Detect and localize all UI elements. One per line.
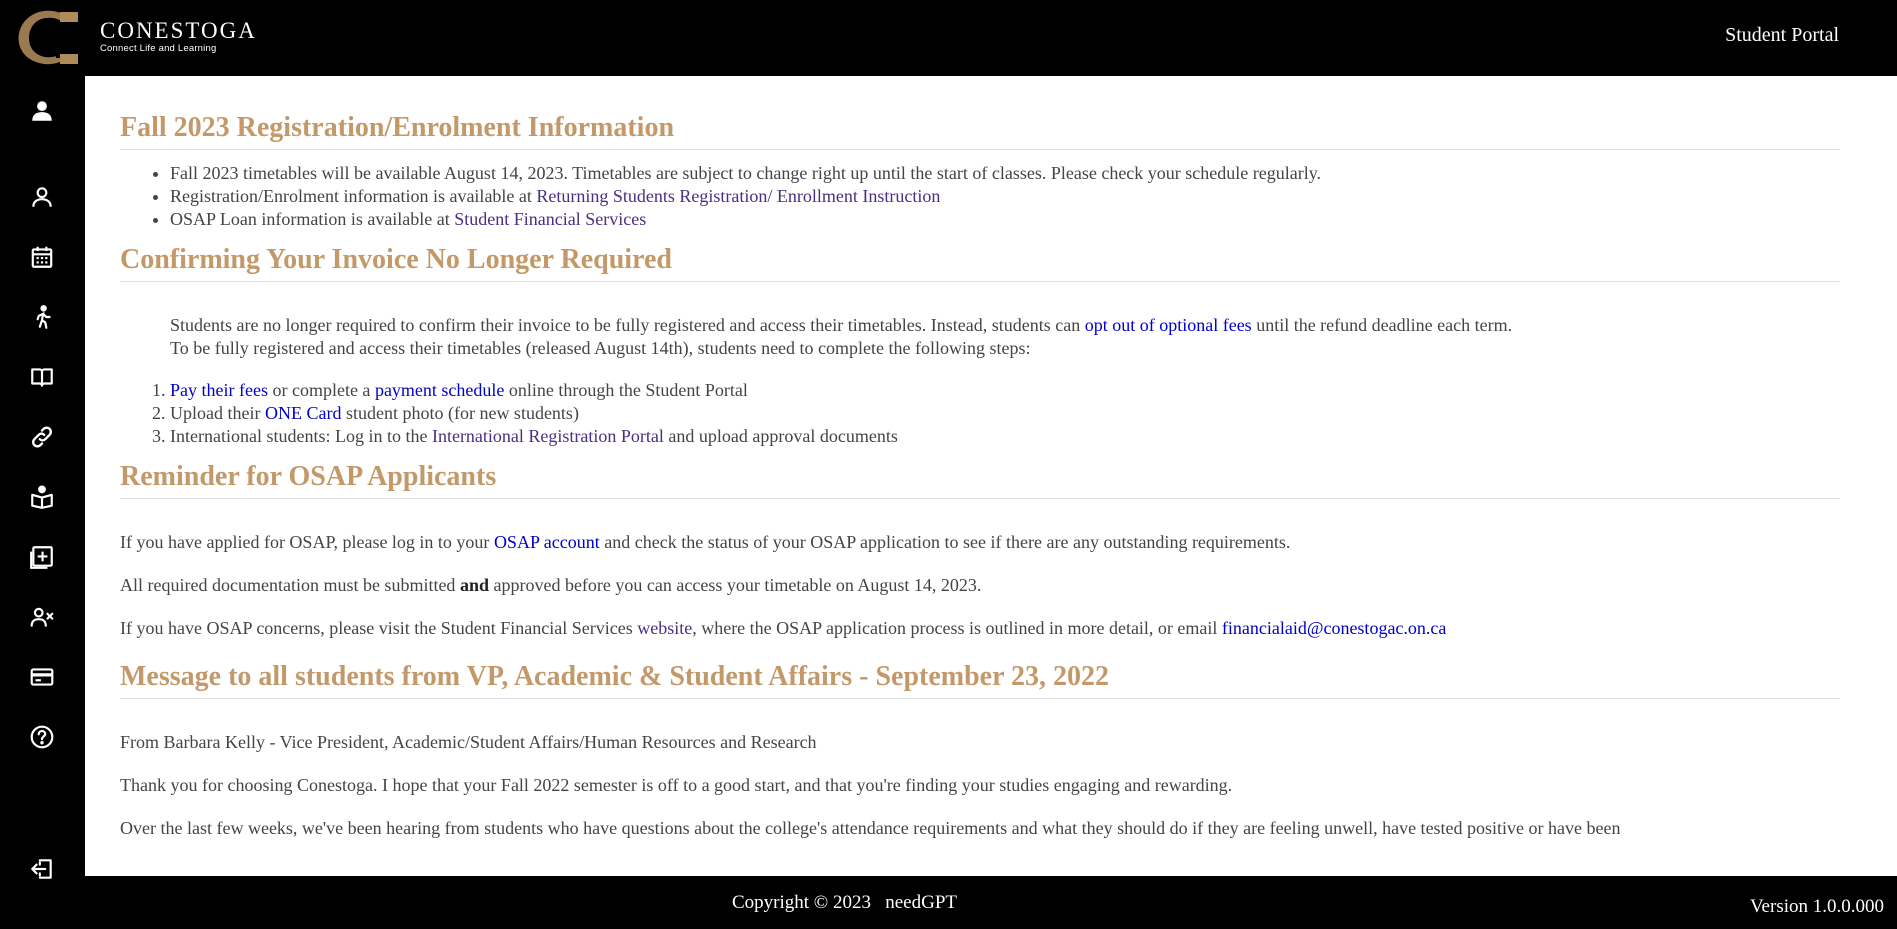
logo-text — [100, 19, 257, 55]
list-item-text: Fall 2023 timetables will be available August 14, 2023. Timetables are subject to change right up until the start of classes. Please check your schedule regularly. — [170, 163, 1322, 183]
fall-list — [170, 158, 1840, 231]
help-icon[interactable] — [29, 724, 55, 750]
text: Students are no longer required to confirm their invoice to be fully registered and access their timetables. Instead, students can — [170, 315, 1085, 335]
bold-text: and — [459, 575, 489, 595]
returning-students-registration-link[interactable]: Returning Students Registration/ Enrollment Instruction — [536, 186, 941, 206]
section-title: Confirming Your Invoice No Longer Required — [120, 243, 1840, 282]
section-invoice — [120, 243, 1840, 448]
user-remove-icon[interactable] — [29, 604, 55, 630]
international-registration-portal-link[interactable]: International Registration Portal — [431, 426, 664, 446]
osap-account-link[interactable]: OSAP account — [493, 532, 600, 552]
website-link[interactable]: website — [637, 618, 693, 638]
reader-icon[interactable] — [29, 484, 55, 510]
list-item — [170, 402, 1840, 425]
invoice-steps — [170, 379, 1840, 448]
osap-paragraph-1 — [120, 513, 1840, 554]
conestoga-logo[interactable] — [14, 8, 257, 66]
pay-fees-link[interactable]: Pay their fees — [170, 380, 268, 400]
section-title: Message to all students from VP, Academic & Student Affairs - September 23, 2022 — [120, 660, 1840, 699]
list-item — [170, 379, 1840, 402]
logo-name: CONESTOGA — [100, 18, 257, 43]
text: approved before you can access your timetable on August 14, 2023. — [488, 575, 982, 595]
text: If you have applied for OSAP, please log in to your — [120, 532, 494, 552]
text: until the refund deadline each term. — [1251, 315, 1513, 335]
list-item — [170, 208, 1840, 231]
financialaid-email-link[interactable]: financialaid@conestogac.on.ca — [1221, 618, 1447, 638]
section-osap — [120, 460, 1840, 640]
one-card-link[interactable]: ONE Card — [264, 403, 342, 423]
list-item — [170, 185, 1840, 208]
version-text: Version 1.0.0.000 — [1749, 896, 1884, 917]
sidebar — [0, 76, 85, 876]
text: All required documentation must be submitted — [120, 575, 460, 595]
opt-out-fees-link[interactable]: opt out of optional fees — [1084, 315, 1252, 335]
list-item-text: Registration/Enrolment information is available at — [170, 186, 537, 206]
text: , where the OSAP application process is outlined in more detail, or email — [692, 618, 1222, 638]
logout-icon[interactable] — [29, 856, 55, 882]
portal-title: Student Portal — [1725, 24, 1839, 46]
book-icon[interactable] — [29, 364, 55, 390]
credit-card-icon[interactable] — [29, 664, 55, 690]
main-content[interactable] — [85, 76, 1897, 876]
list-item — [170, 162, 1840, 185]
text: If you have OSAP concerns, please visit the Student Financial Services — [120, 618, 638, 638]
osap-paragraph-2 — [120, 574, 1840, 597]
user-icon[interactable] — [29, 184, 55, 210]
conestoga-c-logo-icon — [14, 8, 80, 66]
logo-tagline: Connect Life and Learning — [100, 43, 217, 54]
section-vp-message — [120, 660, 1840, 840]
text: and check the status of your OSAP application to see if there are any outstanding requirements. — [599, 532, 1291, 552]
message-paragraph-3: Over the last few weeks, we've been hearing from students who have questions about the college's attendance requirements and what they should do if they are feeling unwell, have tested positive or have been — [120, 818, 1621, 838]
payment-schedule-link[interactable]: payment schedule — [374, 380, 505, 400]
section-title: Fall 2023 Registration/Enrolment Information — [120, 111, 1840, 150]
text: online through the Student Portal — [504, 380, 748, 400]
section-title: Reminder for OSAP Applicants — [120, 460, 1840, 499]
add-box-icon[interactable] — [29, 544, 55, 570]
invoice-intro — [120, 296, 1840, 379]
list-item-text: OSAP Loan information is available at — [170, 209, 455, 229]
message-paragraph-1: From Barbara Kelly - Vice President, Academic/Student Affairs/Human Resources and Research — [120, 732, 817, 752]
link-icon[interactable] — [29, 424, 55, 450]
footer — [85, 876, 1897, 929]
profile-filled-icon[interactable] — [29, 98, 55, 124]
message-paragraph-2: Thank you for choosing Conestoga. I hope that your Fall 2022 semester is off to a good start, and that you're finding your studies engaging and rewarding. — [120, 775, 1233, 795]
section-fall-2023 — [120, 111, 1840, 231]
announcements — [120, 111, 1840, 860]
walking-icon[interactable] — [29, 304, 55, 330]
invoice-line-2: To be fully registered and access their timetables (released August 14th), students need to complete the following steps: — [170, 338, 1031, 358]
list-item — [170, 425, 1840, 448]
text: or complete a — [267, 380, 375, 400]
student-financial-services-link[interactable]: Student Financial Services — [454, 209, 647, 229]
top-bar — [0, 0, 1897, 76]
copyright-text: Copyright © 2023 needGPT — [732, 892, 958, 913]
text: International students: Log in to the — [170, 426, 432, 446]
text: Upload their — [170, 403, 265, 423]
invoice-line-1 — [170, 314, 1840, 337]
text: student photo (for new students) — [341, 403, 579, 423]
osap-paragraph-3 — [120, 617, 1840, 640]
calendar-icon[interactable] — [29, 244, 55, 270]
text: and upload approval documents — [663, 426, 898, 446]
